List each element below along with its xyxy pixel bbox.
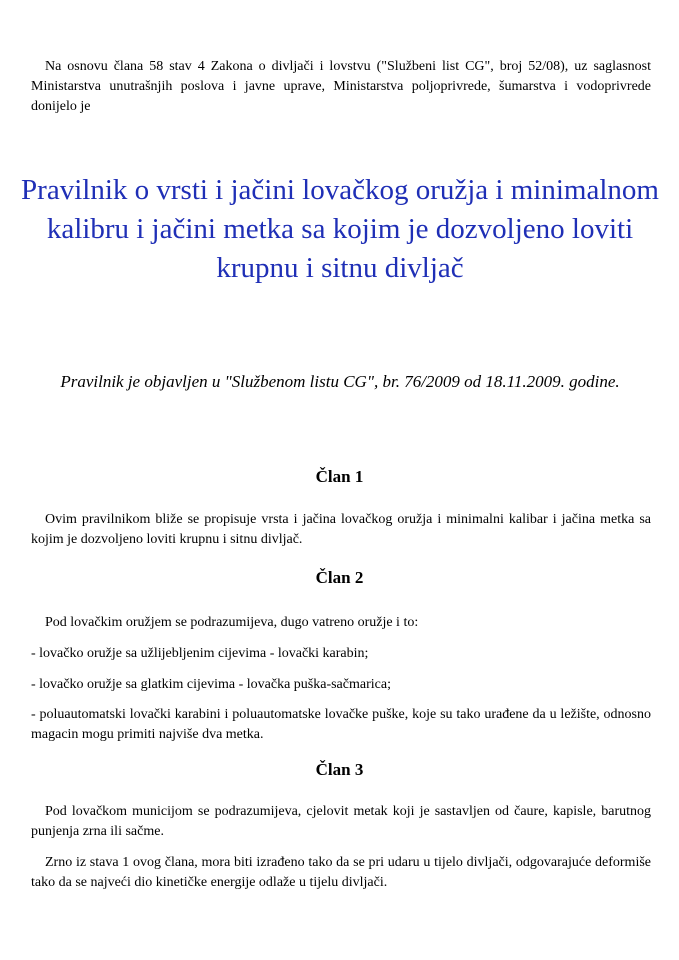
article-2-list-item-2: - lovačko oružje sa glatkim cijevima - lovačka puška-sačmarica; xyxy=(31,677,391,692)
article-3-paragraph-2: Zrno iz stava 1 ovog člana, mora biti izrađeno tako da se pri udaru u tijelo divljači, odgovarajuće deformiše tako da se najveći dio kinetičke energije odlaže u tijelu divljači. xyxy=(31,855,651,890)
document-title: Pravilnik o vrsti i jačini lovačkog oružja i minimalnom kalibru i jačini metka sa kojim je dozvoljeno loviti krupnu i sitnu divljač xyxy=(21,174,659,284)
intro-paragraph: Na osnovu člana 58 stav 4 Zakona o divljači i lovstvu ("Službeni list CG", broj 52/08), uz saglasnost Ministarstva unutrašnjih poslova i javne uprave, Ministarstva poljoprivrede, šumarstva i vodoprivrede donijelo je xyxy=(31,59,651,114)
article-3-paragraph-1: Pod lovačkom municijom se podrazumijeva, cjelovit metak koji je sastavljen od čaure, kapisle, barutnog punjenja zrna ili sačme. xyxy=(31,804,651,839)
publication-note: Pravilnik je objavljen u "Službenom listu CG", br. 76/2009 od 18.11.2009. godine. xyxy=(60,372,620,391)
article-2-list-item-1: - lovačko oružje sa užlijebljenim cijevima - lovački karabin; xyxy=(31,646,369,661)
article-3-heading: Član 3 xyxy=(315,760,364,779)
article-1-heading: Član 1 xyxy=(315,467,364,486)
article-1-paragraph-1: Ovim pravilnikom bliže se propisuje vrsta i jačina lovačkog oružja i minimalni kalibar i jačina metka sa kojim je dozvoljeno loviti krupnu i sitnu divljač. xyxy=(31,512,651,547)
article-2-paragraph-1: Pod lovačkim oružjem se podrazumijeva, dugo vatreno oružje i to: xyxy=(45,615,419,630)
article-2-list-item-3: - poluautomatski lovački karabini i poluautomatske lovačke puške, koje su tako urađene da u ležište, odnosno magacin mogu primiti najviše dva metka. xyxy=(31,707,651,742)
article-2-heading: Član 2 xyxy=(315,568,364,587)
